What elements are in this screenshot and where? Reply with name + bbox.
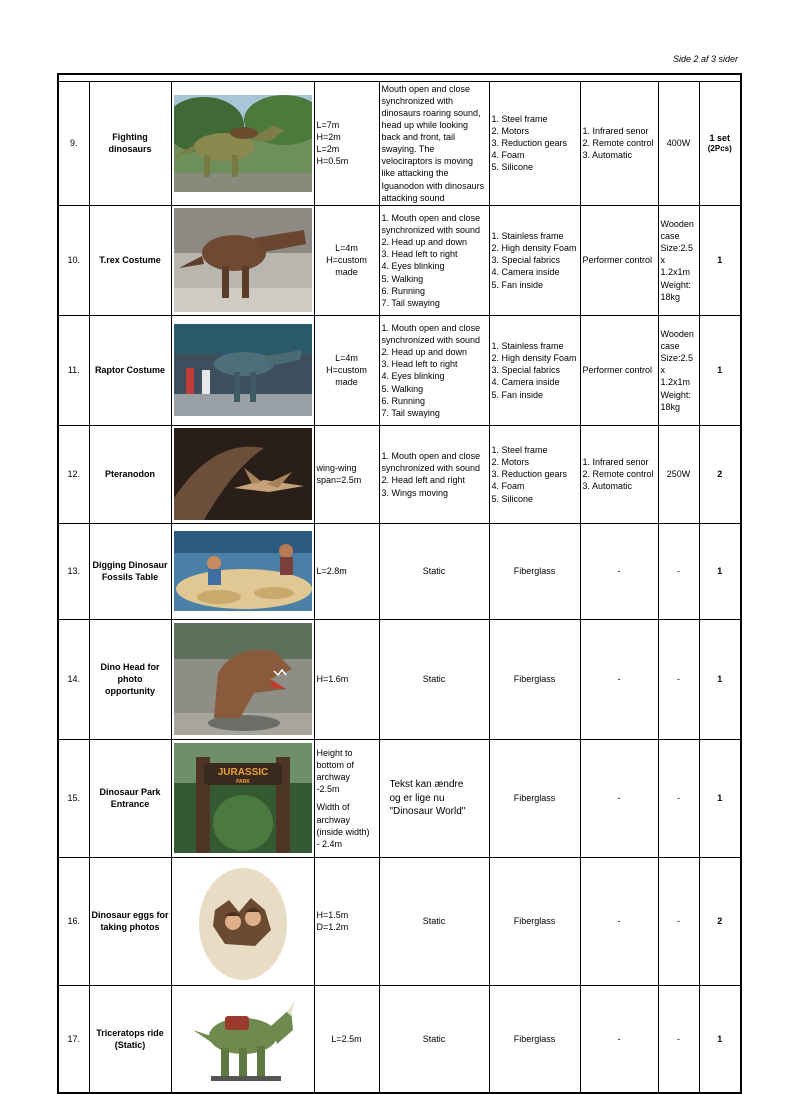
product-name: Triceratops ride (Static) xyxy=(89,985,171,1093)
row-number: 9. xyxy=(58,81,89,205)
control-mode: - xyxy=(580,985,658,1093)
triceratops-ride-photo xyxy=(191,990,295,1088)
product-name: Digging Dinosaur Fossils Table xyxy=(89,523,171,619)
pteranodon-photo xyxy=(174,428,312,520)
power: - xyxy=(658,857,699,985)
table-row xyxy=(58,739,741,857)
materials: Fiberglass xyxy=(489,739,580,857)
product-image-cell xyxy=(171,81,314,205)
power: Wooden case Size:2.5x 1.2x1m Weight: 18kg xyxy=(658,205,699,315)
motions: 1. Mouth open and close synchronized with sound 2. Head up and down 3. Head left to right 4. Eyes blinking 5. Walking 6. Running 7. Tail swaying xyxy=(379,205,489,315)
quantity: 1 xyxy=(699,619,741,739)
dimensions: Height to bottom of archway -2.5m Width of archway (inside width) - 2.4m xyxy=(314,739,379,857)
row-number: 17. xyxy=(58,985,89,1093)
raptor-costume-photo xyxy=(174,324,312,416)
quantity: 1 xyxy=(699,985,741,1093)
table-row xyxy=(58,81,741,205)
materials: Fiberglass xyxy=(489,857,580,985)
row-number: 16. xyxy=(58,857,89,985)
row-number: 10. xyxy=(58,205,89,315)
product-name: Dinosaur Park Entrance xyxy=(89,739,171,857)
power: 400W xyxy=(658,81,699,205)
trex-costume-photo xyxy=(174,208,312,312)
quantity: 1 xyxy=(699,315,741,425)
power: 250W xyxy=(658,425,699,523)
table-row xyxy=(58,315,741,425)
row-number: 15. xyxy=(58,739,89,857)
dimensions: H=1.6m xyxy=(314,619,379,739)
table-row xyxy=(58,985,741,1093)
dimensions: H=1.5m D=1.2m xyxy=(314,857,379,985)
power: - xyxy=(658,985,699,1093)
dimensions: wing-wing span=2.5m xyxy=(314,425,379,523)
control-mode: - xyxy=(580,857,658,985)
power: - xyxy=(658,739,699,857)
control-mode: 1. Infrared senor 2. Remote control 3. Automatic xyxy=(580,425,658,523)
product-name: Dinosaur eggs for taking photos xyxy=(89,857,171,985)
motions: Tekst kan ændre og er lige nu "Dinosaur World" xyxy=(379,739,489,857)
product-image-cell xyxy=(171,619,314,739)
dimensions: L=2.5m xyxy=(314,985,379,1093)
product-name: Pteranodon xyxy=(89,425,171,523)
quantity: 1 set (2Pcs) xyxy=(699,81,741,205)
product-name: Dino Head for photo opportunity xyxy=(89,619,171,739)
product-image-cell xyxy=(171,985,314,1093)
product-spec-table xyxy=(57,73,742,1094)
power: - xyxy=(658,619,699,739)
dimensions: L=4m H=custom made xyxy=(314,205,379,315)
materials: Fiberglass xyxy=(489,523,580,619)
control-mode: - xyxy=(580,739,658,857)
fossil-table-photo xyxy=(174,531,312,611)
quantity: 1 xyxy=(699,523,741,619)
materials: Fiberglass xyxy=(489,619,580,739)
fighting-dinosaurs-photo xyxy=(174,95,312,192)
table-row xyxy=(58,523,741,619)
product-image-cell xyxy=(171,425,314,523)
quantity: 2 xyxy=(699,425,741,523)
materials: 1. Steel frame 2. Motors 3. Reduction gears 4. Foam 5. Silicone xyxy=(489,425,580,523)
motions: Static xyxy=(379,985,489,1093)
dimensions: L=2.8m xyxy=(314,523,379,619)
materials: Fiberglass xyxy=(489,985,580,1093)
materials: 1. Steel frame 2. Motors 3. Reduction gears 4. Foam 5. Silicone xyxy=(489,81,580,205)
product-image-cell xyxy=(171,315,314,425)
row-number: 13. xyxy=(58,523,89,619)
product-name: Fighting dinosaurs xyxy=(89,81,171,205)
control-mode: - xyxy=(580,619,658,739)
power: - xyxy=(658,523,699,619)
control-mode: - xyxy=(580,523,658,619)
motions: Static xyxy=(379,523,489,619)
product-image-cell xyxy=(171,739,314,857)
quantity: 1 xyxy=(699,205,741,315)
table-row xyxy=(58,619,741,739)
motions: Mouth open and close synchronized with dinosaurs roaring sound, head up while looking back and front, tail swaying. The velociraptors is moving like attacking the Iguanodon with dinosaurs attacking sound xyxy=(379,81,489,205)
dimensions: L=4m H=custom made xyxy=(314,315,379,425)
materials: 1. Stainless frame 2. High density Foam 3. Special fabrics 4. Camera inside 5. Fan inside xyxy=(489,315,580,425)
table-row xyxy=(58,205,741,315)
dinosaur-egg-photo xyxy=(195,860,291,982)
dino-head-photo xyxy=(174,623,312,735)
motions: Static xyxy=(379,857,489,985)
dimensions: L=7m H=2m L=2m H=0.5m xyxy=(314,81,379,205)
motions: 1. Mouth open and close synchronized with sound 2. Head left and right 3. Wings moving xyxy=(379,425,489,523)
entrance-sign-subtitle: PARK xyxy=(235,779,250,786)
entrance-sign-title: JURASSIC xyxy=(217,767,268,779)
row-number: 14. xyxy=(58,619,89,739)
product-name: T.rex Costume xyxy=(89,205,171,315)
product-image-cell xyxy=(171,857,314,985)
control-mode: Performer control xyxy=(580,205,658,315)
park-entrance-photo xyxy=(174,743,312,853)
control-mode: Performer control xyxy=(580,315,658,425)
power: Wooden case Size:2.5x 1.2x1m Weight: 18kg xyxy=(658,315,699,425)
quantity: 2 xyxy=(699,857,741,985)
product-name: Raptor Costume xyxy=(89,315,171,425)
product-image-cell xyxy=(171,523,314,619)
table-row xyxy=(58,425,741,523)
table-top-gap xyxy=(58,74,741,81)
control-mode: 1. Infrared senor 2. Remote control 3. Automatic xyxy=(580,81,658,205)
motions: Static xyxy=(379,619,489,739)
motions: 1. Mouth open and close synchronized with sound 2. Head up and down 3. Head left to right 4. Eyes blinking 5. Walking 6. Running 7. Tail swaying xyxy=(379,315,489,425)
quantity: 1 xyxy=(699,739,741,857)
materials: 1. Stainless frame 2. High density Foam 3. Special fabrics 4. Camera inside 5. Fan inside xyxy=(489,205,580,315)
row-number: 12. xyxy=(58,425,89,523)
table-row xyxy=(58,857,741,985)
row-number: 11. xyxy=(58,315,89,425)
product-image-cell xyxy=(171,205,314,315)
page-header: Side 2 af 3 sider xyxy=(672,54,738,64)
